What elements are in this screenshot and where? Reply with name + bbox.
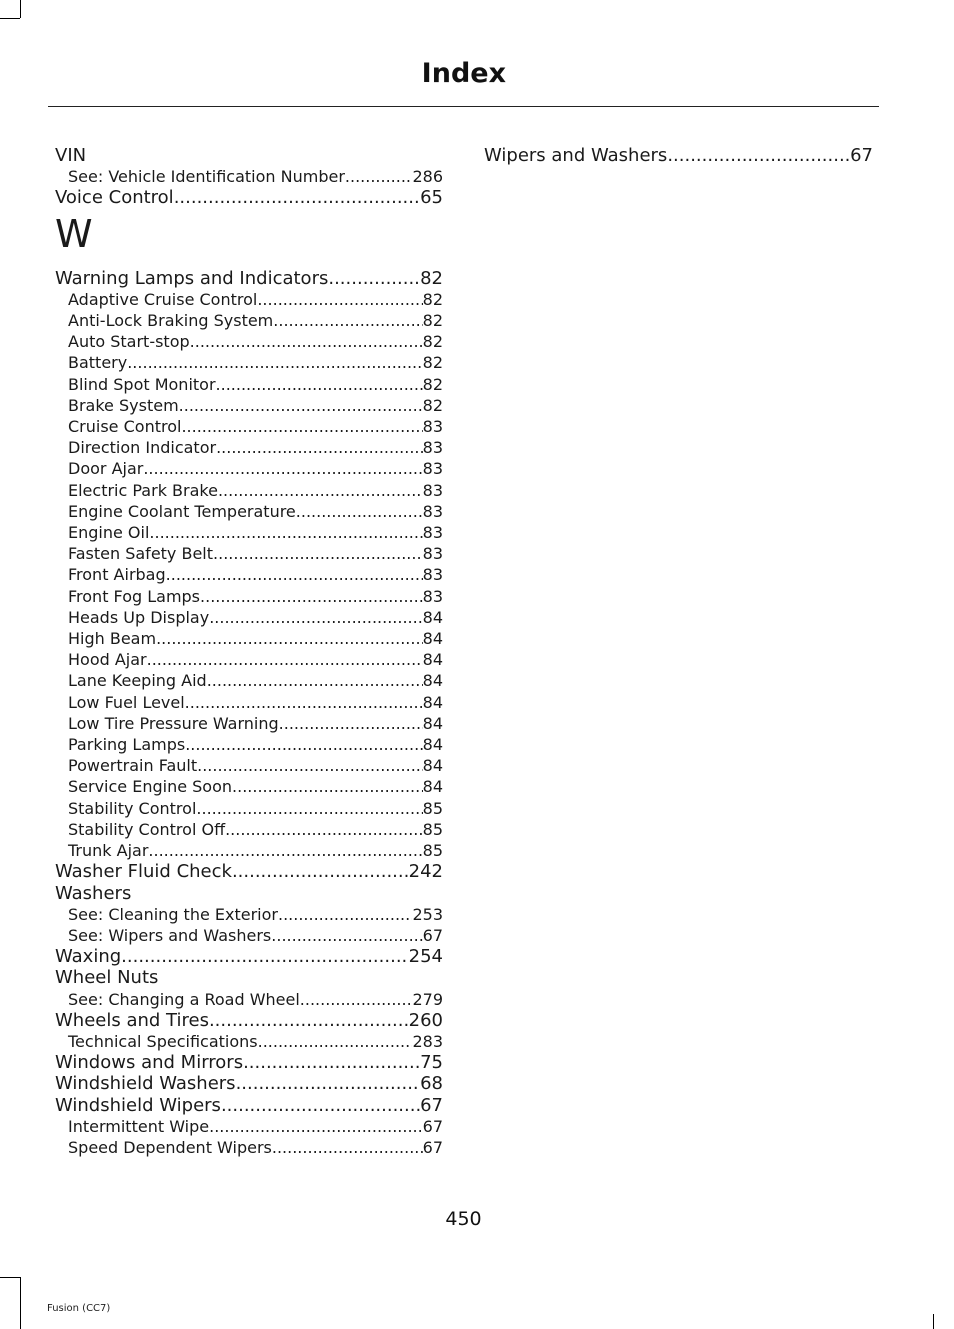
- crop-mark: [933, 1314, 934, 1329]
- dot-leader: [232, 776, 423, 797]
- entry-label: High Beam: [68, 629, 157, 649]
- dot-leader: [207, 670, 423, 691]
- index-subentry: [55, 522, 443, 543]
- dot-leader: [345, 166, 413, 187]
- dot-leader: [328, 268, 420, 289]
- crop-mark: [20, 0, 21, 18]
- entry-label: Windows and Mirrors: [55, 1052, 244, 1074]
- entry-page-number: 83: [422, 438, 443, 458]
- index-entry: [55, 187, 443, 208]
- entry-label: Electric Park Brake: [68, 480, 218, 500]
- dot-leader: [148, 840, 422, 861]
- entry-label: Technical Specifications: [68, 1031, 258, 1051]
- entry-page-number: 83: [422, 501, 443, 521]
- entry-label: Front Fog Lamps: [68, 586, 201, 606]
- entry-page-number: 67: [422, 925, 443, 945]
- entry-page-number: 82: [422, 332, 443, 352]
- dot-leader: [127, 352, 422, 373]
- index-subentry: [55, 755, 443, 776]
- index-subentry: [55, 374, 443, 395]
- dot-leader: [209, 1010, 409, 1031]
- entry-label: Powertrain Fault: [68, 756, 198, 776]
- entry-page-number: 84: [422, 735, 443, 755]
- dot-leader: [667, 145, 850, 166]
- dot-leader: [218, 480, 423, 501]
- entry-label: See: Cleaning the Exterior: [68, 904, 278, 924]
- dot-leader: [221, 1095, 420, 1116]
- entry-page-number: 83: [422, 565, 443, 585]
- index-subentry: [55, 480, 443, 501]
- index-subentry: [55, 437, 443, 458]
- dot-leader: [149, 522, 422, 543]
- entry-page-number: 82: [420, 267, 443, 289]
- entry-label: Stability Control: [68, 798, 197, 818]
- entry-label: Service Engine Soon: [68, 777, 233, 797]
- dot-leader: [209, 607, 422, 628]
- entry-label: Windshield Wipers: [55, 1094, 221, 1116]
- title-divider: [48, 106, 879, 107]
- entry-label: Waxing: [55, 946, 122, 968]
- index-subentry: [55, 904, 443, 925]
- entry-label: Intermittent Wipe: [68, 1116, 210, 1136]
- entry-page-number: 82: [422, 353, 443, 373]
- entry-page-number: 68: [420, 1073, 443, 1095]
- index-entry: [55, 1052, 443, 1073]
- index-entry: [484, 145, 873, 166]
- entry-page-number: 84: [422, 671, 443, 691]
- index-subentry: [55, 734, 443, 755]
- index-subentry: [55, 543, 443, 564]
- index-heading: VIN: [55, 145, 87, 166]
- dot-leader: [296, 501, 423, 522]
- entry-page-number: 84: [422, 650, 443, 670]
- entry-page-number: 67: [420, 1094, 443, 1116]
- dot-leader: [174, 187, 420, 208]
- entry-label: Trunk Ajar: [68, 841, 149, 861]
- index-subentry: [55, 1031, 443, 1052]
- index-entry: [55, 946, 443, 967]
- entry-page-number: 84: [422, 713, 443, 733]
- dot-leader: [279, 713, 423, 734]
- entry-page-number: 75: [420, 1052, 443, 1074]
- entry-label: Blind Spot Monitor: [68, 374, 216, 394]
- dot-leader: [216, 374, 423, 395]
- dot-leader: [216, 437, 423, 458]
- crop-mark: [0, 1277, 20, 1278]
- index-column-left: [55, 145, 443, 1158]
- index-entry: [55, 1073, 443, 1094]
- entry-page-number: 84: [422, 607, 443, 627]
- entry-label: Direction Indicator: [68, 438, 217, 458]
- page-title: Index: [421, 58, 506, 89]
- index-subentry: [55, 840, 443, 861]
- entry-page-number: 67: [422, 1116, 443, 1136]
- dot-leader: [179, 395, 423, 416]
- entry-label: Low Fuel Level: [68, 692, 185, 712]
- index-subentry: [55, 352, 443, 373]
- entry-label: Fasten Safety Belt: [68, 544, 214, 564]
- dot-leader: [143, 458, 422, 479]
- dot-leader: [185, 734, 422, 755]
- index-subentry: [55, 586, 443, 607]
- dot-leader: [156, 628, 423, 649]
- entry-label: Lane Keeping Aid: [68, 671, 207, 691]
- crop-mark: [20, 1277, 21, 1329]
- entry-label: Engine Oil: [68, 523, 150, 543]
- index-subentry: [55, 501, 443, 522]
- entry-label: Stability Control Off: [68, 819, 226, 839]
- index-subentry: [55, 692, 443, 713]
- entry-label: Low Tire Pressure Warning: [68, 713, 279, 733]
- dot-leader: [278, 904, 412, 925]
- dot-leader: [272, 1137, 423, 1158]
- index-subentry: [55, 395, 443, 416]
- index-entry: [55, 861, 443, 882]
- entry-label: Wheels and Tires: [55, 1009, 209, 1031]
- entry-page-number: 84: [422, 692, 443, 712]
- section-letter: W: [55, 211, 93, 256]
- entry-label: Wipers and Washers: [484, 145, 668, 166]
- entry-label: Voice Control: [55, 187, 174, 209]
- dot-leader: [273, 310, 422, 331]
- dot-leader: [243, 1052, 420, 1073]
- entry-page-number: 84: [422, 629, 443, 649]
- entry-page-number: 83: [422, 544, 443, 564]
- index-subentry: [55, 819, 443, 840]
- entry-page-number: 82: [422, 395, 443, 415]
- entry-label: Adaptive Cruise Control: [68, 289, 258, 309]
- index-subentry: [55, 776, 443, 797]
- dot-leader: [196, 798, 422, 819]
- dot-leader: [213, 543, 423, 564]
- index-subentry: [55, 628, 443, 649]
- index-subentry: [55, 1116, 443, 1137]
- index-subentry: [55, 416, 443, 437]
- index-subentry: [55, 166, 443, 187]
- index-subentry: [55, 331, 443, 352]
- dot-leader: [300, 989, 413, 1010]
- entry-page-number: 84: [422, 756, 443, 776]
- entry-page-number: 83: [422, 523, 443, 543]
- dot-leader: [185, 692, 423, 713]
- dot-leader: [166, 564, 423, 585]
- entry-label: Engine Coolant Temperature: [68, 501, 296, 521]
- index-subentry: [55, 607, 443, 628]
- entry-page-number: 83: [422, 586, 443, 606]
- index-entry: [55, 1010, 443, 1031]
- entry-page-number: 260: [408, 1009, 443, 1031]
- entry-label: See: Changing a Road Wheel: [68, 989, 300, 1009]
- index-subentry: [55, 989, 443, 1010]
- entry-label: Anti-Lock Braking System: [68, 311, 274, 331]
- entry-label: Warning Lamps and Indicators: [55, 267, 329, 289]
- entry-page-number: 242: [408, 861, 443, 883]
- index-heading: Washers: [55, 882, 132, 904]
- dot-leader: [181, 416, 422, 437]
- dot-leader: [121, 946, 408, 967]
- dot-leader: [190, 331, 423, 352]
- entry-page-number: 83: [422, 417, 443, 437]
- entry-page-number: 253: [412, 904, 443, 924]
- entry-page-number: 83: [422, 459, 443, 479]
- index-subentry: [55, 649, 443, 670]
- dot-leader: [225, 819, 423, 840]
- dot-leader: [271, 925, 422, 946]
- index-entry: [55, 268, 443, 289]
- entry-label: Speed Dependent Wipers: [68, 1137, 272, 1157]
- dot-leader: [232, 861, 409, 882]
- index-subentry: [55, 798, 443, 819]
- entry-label: Parking Lamps: [68, 735, 186, 755]
- entry-label: Front Airbag: [68, 565, 166, 585]
- entry-label: Brake System: [68, 395, 179, 415]
- footer-model: Fusion (CC7): [47, 1303, 111, 1314]
- entry-label: See: Vehicle Identification Number: [68, 167, 345, 187]
- index-heading: Wheel Nuts: [55, 967, 159, 989]
- entry-page-number: 85: [422, 798, 443, 818]
- entry-label: Heads Up Display: [68, 607, 210, 627]
- entry-page-number: 82: [422, 311, 443, 331]
- entry-page-number: 84: [422, 777, 443, 797]
- dot-leader: [200, 586, 423, 607]
- index-subentry: [55, 289, 443, 310]
- dot-leader: [147, 649, 423, 670]
- entry-page-number: 85: [422, 841, 443, 861]
- entry-page-number: 286: [412, 167, 443, 187]
- entry-label: Auto Start-stop: [68, 332, 190, 352]
- entry-label: See: Wipers and Washers: [68, 925, 272, 945]
- entry-page-number: 83: [422, 480, 443, 500]
- entry-page-number: 254: [408, 946, 443, 968]
- entry-label: Door Ajar: [68, 459, 144, 479]
- index-subentry: [55, 310, 443, 331]
- index-subentry: [55, 925, 443, 946]
- index-column-right: [484, 145, 873, 166]
- crop-mark: [0, 18, 20, 19]
- entry-page-number: 279: [412, 989, 443, 1009]
- dot-leader: [209, 1116, 423, 1137]
- dot-leader: [197, 755, 423, 776]
- entry-label: Washer Fluid Check: [55, 861, 232, 883]
- index-subentry: [55, 713, 443, 734]
- entry-page-number: 283: [412, 1031, 443, 1051]
- entry-label: Hood Ajar: [68, 650, 147, 670]
- index-subentry: [55, 1137, 443, 1158]
- index-subentry: [55, 458, 443, 479]
- entry-label: Cruise Control: [68, 417, 182, 437]
- page-number: 450: [445, 1208, 482, 1230]
- entry-page-number: 67: [850, 145, 873, 166]
- dot-leader: [258, 1031, 413, 1052]
- dot-leader: [236, 1073, 421, 1094]
- index-entry: [55, 1095, 443, 1116]
- entry-page-number: 65: [420, 187, 443, 209]
- index-subentry: [55, 670, 443, 691]
- entry-page-number: 85: [422, 819, 443, 839]
- entry-page-number: 67: [422, 1137, 443, 1157]
- entry-label: Windshield Washers: [55, 1073, 236, 1095]
- entry-page-number: 82: [422, 289, 443, 309]
- entry-page-number: 82: [422, 374, 443, 394]
- entry-label: Battery: [68, 353, 128, 373]
- dot-leader: [257, 289, 422, 310]
- index-subentry: [55, 564, 443, 585]
